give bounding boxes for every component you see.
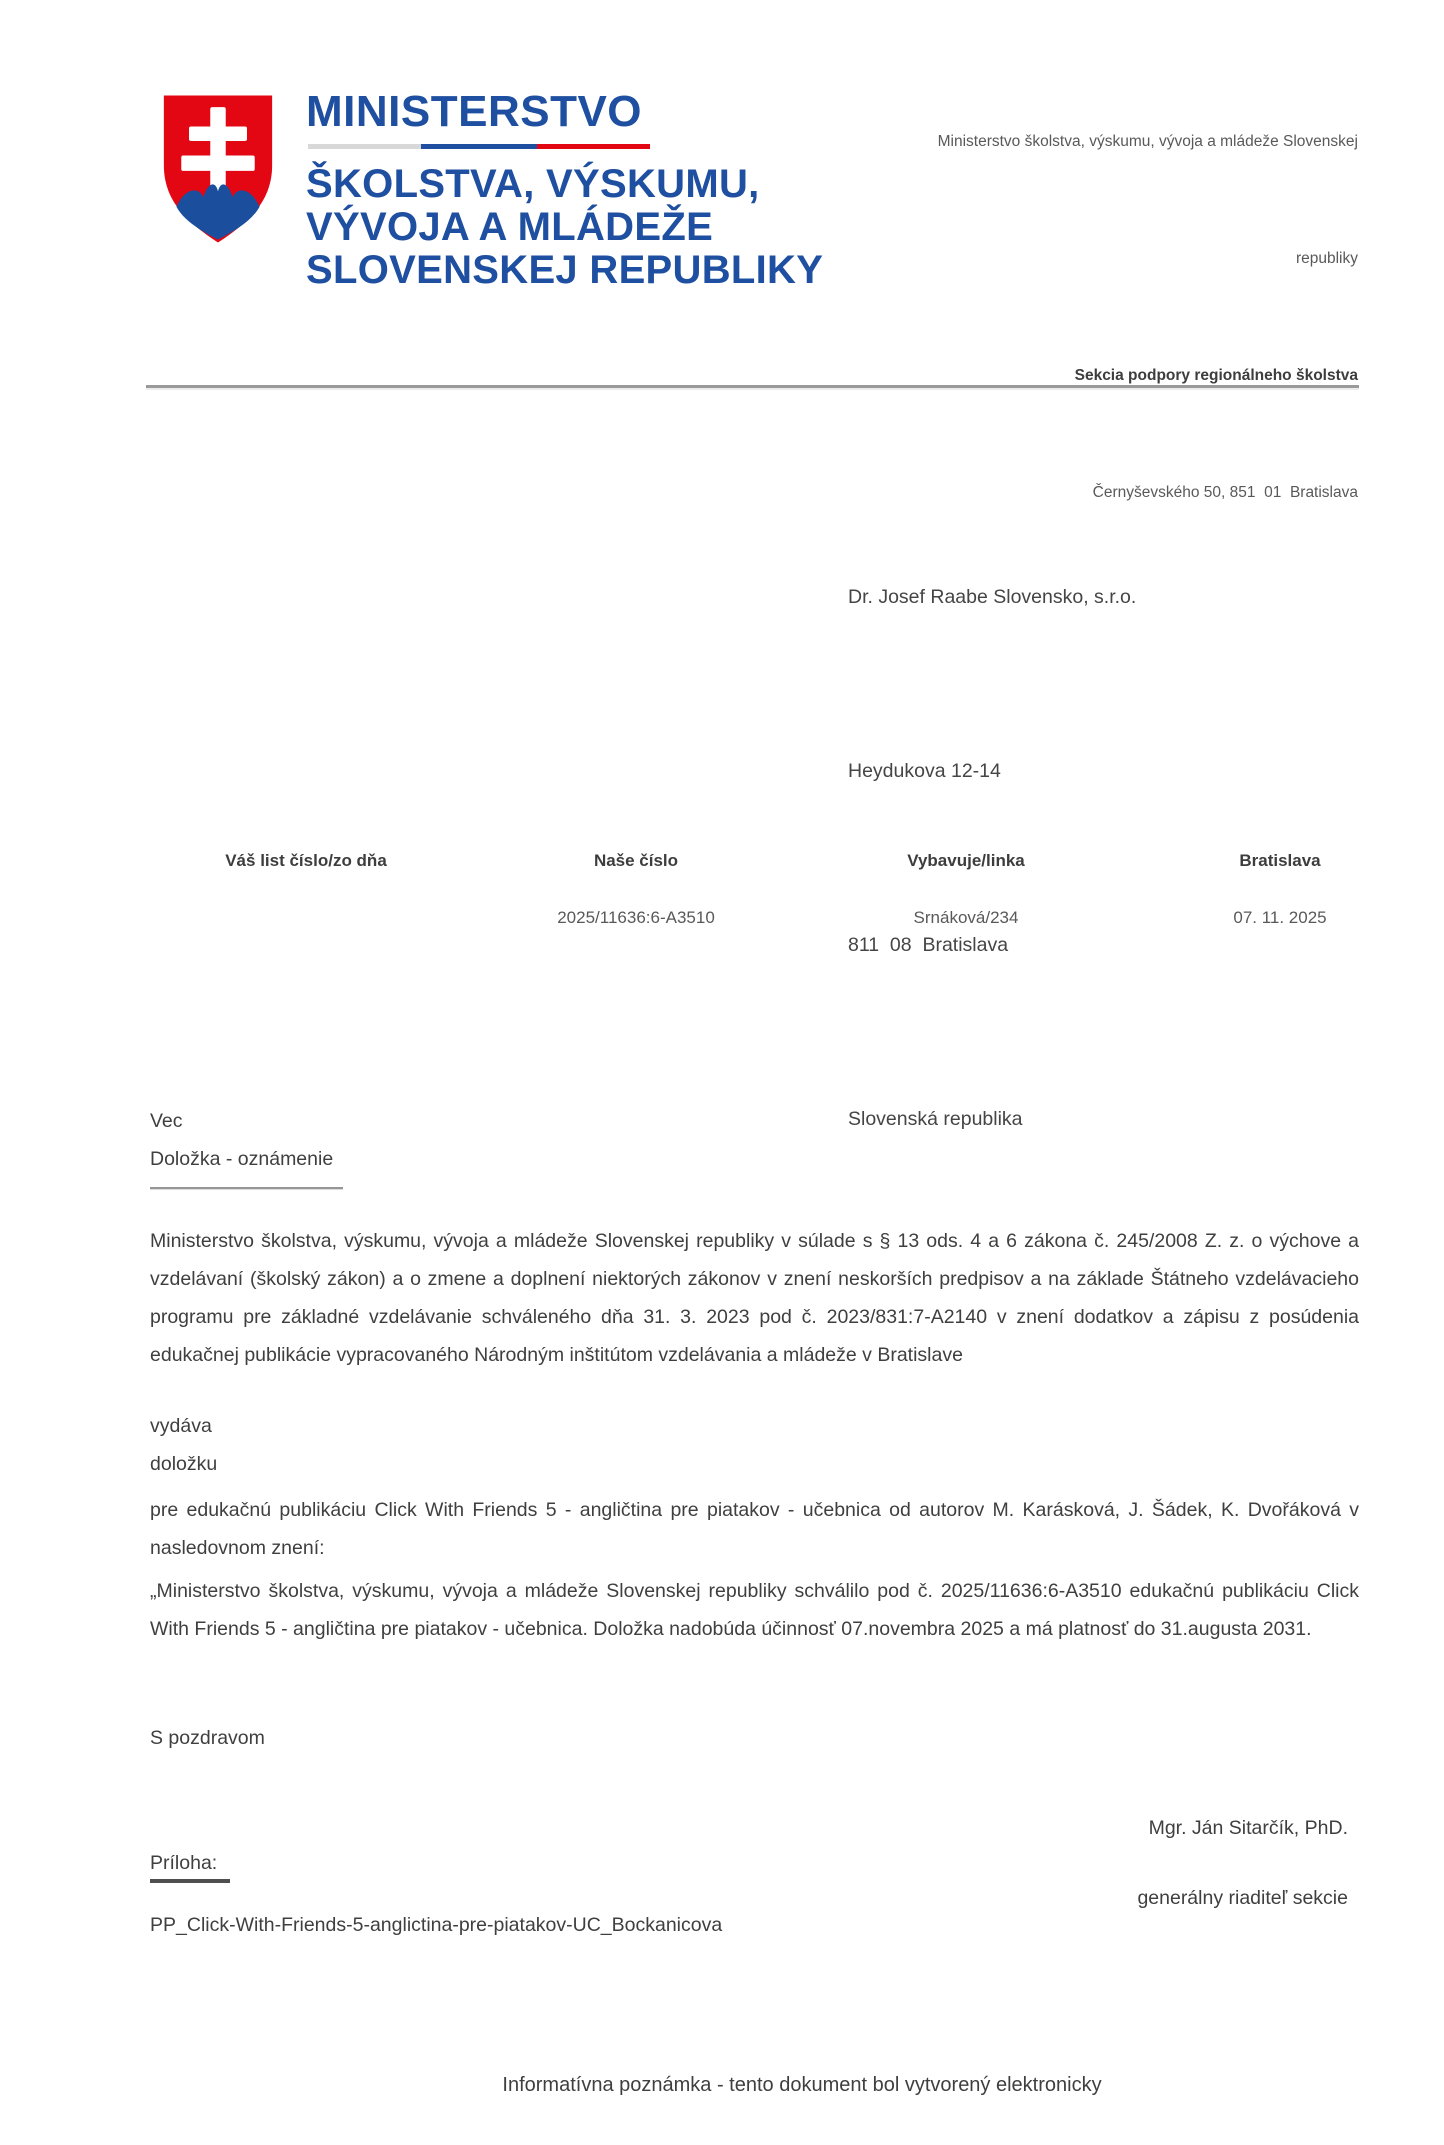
ref-header-your-letter: Váš list číslo/zo dňa (225, 851, 387, 870)
reference-table (150, 850, 1438, 929)
sender-org-line2: republiky (1295, 250, 1358, 267)
ref-value-date: 07. 11. 2025 (1233, 908, 1327, 927)
logo-line-4: SLOVENSKEJ REPUBLIKY (306, 248, 824, 292)
recipient-name: Dr. Josef Raabe Slovensko, s.r.o. (848, 586, 1137, 608)
logo-title: MINISTERSTVO (306, 87, 643, 136)
issuance-block (150, 1407, 217, 1483)
attachment-filename: PP_Click-With-Friends-5-anglictina-pre-piatakov-UC_Bockanicova (150, 1914, 723, 1936)
ref-header-place: Bratislava (1239, 851, 1321, 870)
ref-value-handled-by: Srnáková/234 (913, 908, 1019, 927)
body-paragraph-3: „Ministerstvo školstva, výskumu, vývoja a mládeže Slovenskej republiky schválilo pod č. 2025/11636:6-A3510 edukačnú publikáciu Click With Friends 5 - angličtina pre piatakov - učebnica. Doložka nadobúda účinnosť 07.novembra 2025 a má platnosť do 31.augusta 2031. (150, 1580, 1359, 1640)
header-divider (146, 385, 1359, 390)
body-paragraph-1: Ministerstvo školstva, výskumu, vývoja a mládeže Slovenskej republiky v súlade s § 13 ods. 4 a 6 zákona č. 245/2008 Z. z. o výchove a vzdelávaní (školský zákon) a o zmene a doplnení niektorých zákonov v znení neskorších predpisov a na základe Štátneho vzdelávacieho programu pre základné vzdelávanie schváleného dňa 31. 3. 2023 pod č. 2023/831:7-A2140 v znení dodatkov a zápisu z posúdenia edukačnej publikácie vypracovaného Národným inštitútom vzdelávania a mládeže v Bratislave (150, 1230, 1359, 1366)
subject-block (150, 1102, 343, 1190)
sender-org-line1: Ministerstvo školstva, výskumu, vývoja a mládeže Slovenskej (937, 133, 1358, 150)
sender-section: Sekcia podpory regionálneho školstva (1074, 367, 1358, 384)
ref-col-place-date (1122, 850, 1438, 929)
ref-col-your-letter (150, 850, 462, 929)
logo-subtitle (306, 163, 823, 292)
ref-header-handled-by: Vybavuje/linka (907, 851, 1025, 870)
ref-col-our-number (462, 850, 810, 929)
attachment-underline (150, 1879, 230, 1883)
signer-title: generálny riaditeľ sekcie (1137, 1887, 1348, 1909)
recipient-address (848, 452, 1136, 1206)
recipient-street: Heydukova 12-14 (848, 760, 1001, 782)
slovak-coat-of-arms-icon (160, 90, 276, 248)
recipient-country: Slovenská republika (848, 1108, 1023, 1130)
subject-underline (150, 1187, 343, 1190)
issuance-object: doložku (150, 1453, 218, 1475)
tricolor-bar (308, 144, 650, 149)
ministry-logo-wordmark (306, 88, 823, 292)
ref-header-our-number: Naše číslo (593, 851, 679, 870)
subject-label: Vec (150, 1110, 183, 1132)
footer-note: Informatívna poznámka - tento dokument bol vytvorený elektronicky (502, 2074, 1102, 2096)
body-paragraph-2: pre edukačnú publikáciu Click With Friends 5 - angličtina pre piatakov - učebnica od autorov M. Karásková, J. Šádek, K. Dvořáková v nasledovnom znení: (150, 1499, 1359, 1559)
logo-line-3: VÝVOJA A MLÁDEŽE (306, 205, 714, 249)
issuance-verb: vydáva (150, 1415, 212, 1437)
attachment-label: Príloha: (150, 1852, 218, 1874)
signer-name: Mgr. Ján Sitarčík, PhD. (1148, 1817, 1348, 1839)
ref-col-handled-by (810, 850, 1122, 929)
recipient-city: 811 08 Bratislava (848, 934, 1009, 956)
tricolor-red-segment (537, 144, 650, 149)
closing-salutation: S pozdravom (150, 1727, 265, 1749)
tricolor-blue-segment (421, 144, 537, 149)
ref-value-our-number: 2025/11636:6-A3510 (557, 908, 715, 927)
logo-line-2: ŠKOLSTVA, VÝSKUMU, (306, 162, 760, 206)
subject-title: Doložka - oznámenie (150, 1148, 334, 1170)
sender-address: Černyševského 50, 851 01 Bratislava (1092, 484, 1358, 501)
attachment-block (150, 1852, 230, 1883)
tricolor-gray-segment (308, 144, 421, 149)
